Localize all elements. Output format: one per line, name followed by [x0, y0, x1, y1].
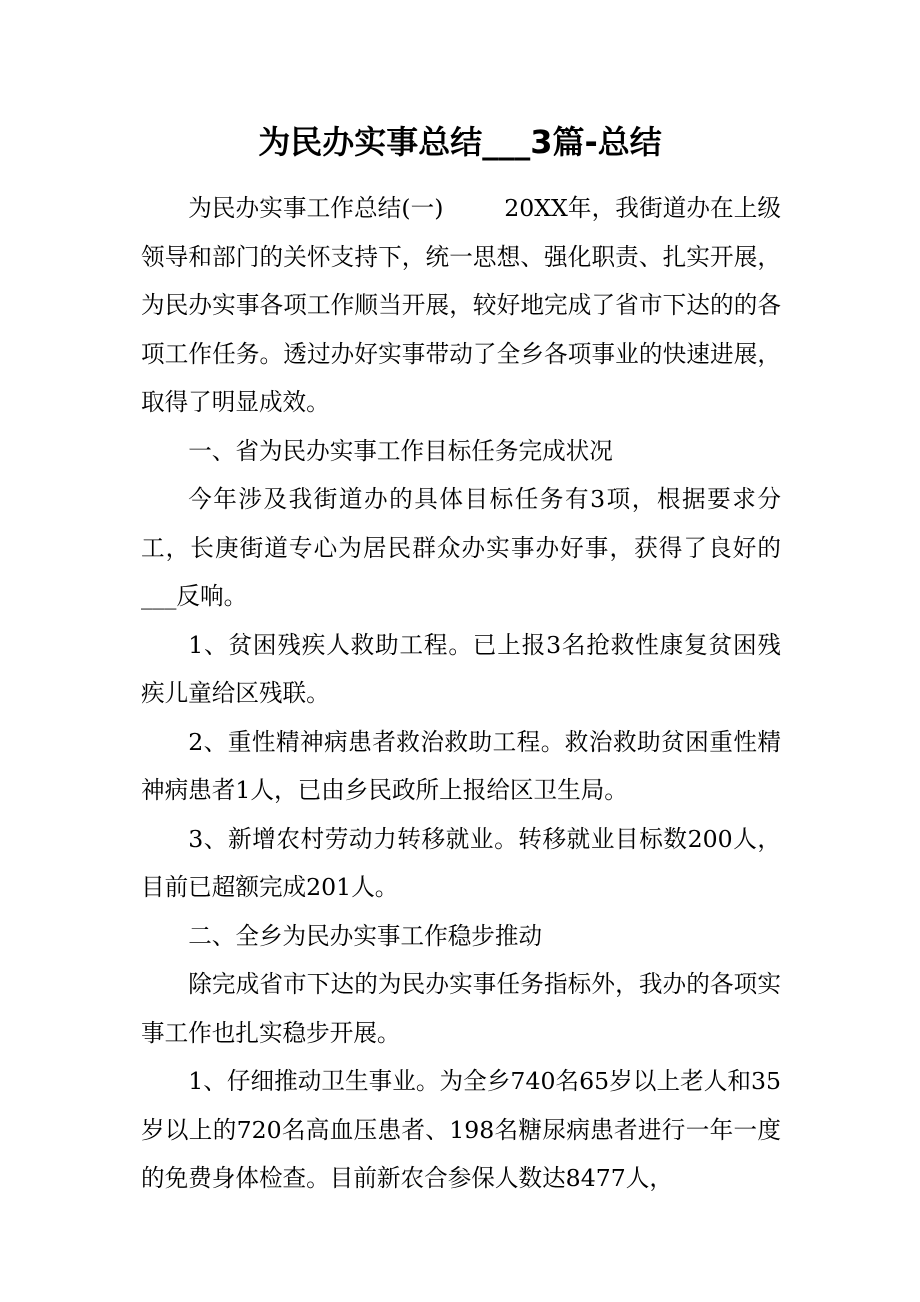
paragraph-other-tasks: 除完成省市下达的为民办实事任务指标外，我办的各项实事工作也扎实稳步开展。: [141, 970, 781, 1047]
list-item-1: 1、贫困残疾人救助工程。已上报3名抢救性康复贫困残疾儿童给区残联。: [141, 630, 781, 707]
list-item-health: 1、仔细推动卫生事业。为全乡740名65岁以上老人和35岁以上的720名高血压患者、198名糖尿病患者进行一年一度的免费身体检查。目前新农合参保人数达8477人，: [141, 1067, 781, 1192]
document-body: [141, 184, 781, 1203]
paragraph-intro: 为民办实事工作总结(一) 20XX年，我街道办在上级领导和部门的关怀支持下，统一思想、强化职责、扎实开展，为民办实事各项工作顺当开展，较好地完成了省市下达的的各项工作任务。透过办好实事带动了全乡各项事业的快速进展，取得了明显成效。: [141, 194, 781, 416]
section-heading-1: 一、省为民办实事工作目标任务完成状况: [188, 436, 613, 465]
paragraph-targets: 今年涉及我街道办的具体目标任务有3项，根据要求分工，长庚街道专心为居民群众办实事办好事，获得了良好的___反响。: [141, 485, 781, 610]
section-heading-2: 二、全乡为民办实事工作稳步推动: [188, 921, 543, 950]
list-item-3: 3、新增农村劳动力转移就业。转移就业目标数200人，目前已超额完成201人。: [141, 824, 781, 901]
list-item-2: 2、重性精神病患者救治救助工程。救治救助贫困重性精神病患者1人，已由乡民政所上报给区卫生局。: [141, 727, 781, 804]
document-title: 为民办实事总结___3篇-总结: [258, 123, 662, 161]
